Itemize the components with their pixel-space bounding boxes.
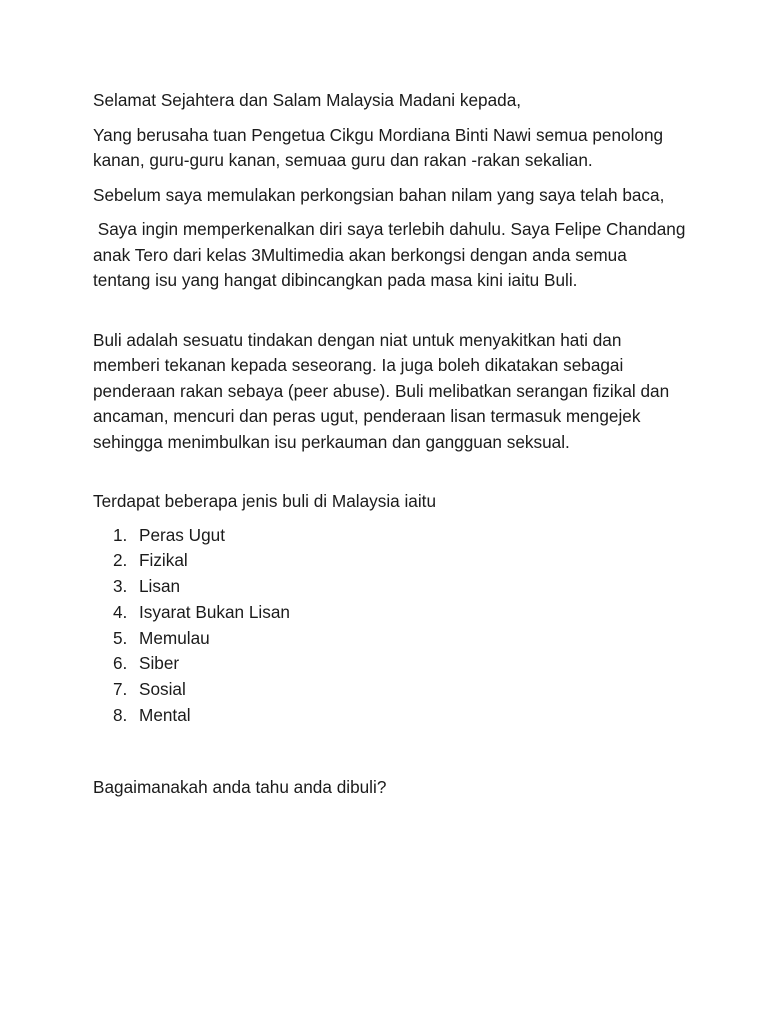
list-number: 3.	[113, 576, 128, 597]
list-item-label: Lisan	[139, 576, 181, 597]
list-item-label: Fizikal	[139, 550, 188, 571]
list-item	[93, 626, 688, 652]
list-item	[93, 574, 688, 600]
list-item	[93, 548, 688, 574]
list-item-label: Memulau	[139, 627, 210, 648]
list-number: 6.	[113, 653, 128, 674]
definition-paragraph: Buli adalah sesuatu tindakan dengan niat untuk menyakitkan hati dan memberi tekanan kepada seseorang. Ia juga boleh dikatakan sebagai penderaan rakan sebaya (peer abuse). Buli melibatkan serangan fizikal dan ancaman, mencuri dan peras ugut, penderaan lisan termasuk mengejek sehingga menimbulkan isu perkauman dan gangguan seksual.	[93, 329, 670, 452]
list-number: 7.	[113, 679, 128, 700]
list-item	[93, 523, 688, 549]
list-item-label: Sosial	[139, 679, 186, 700]
question-paragraph: Bagaimanakah anda tahu anda dibuli?	[93, 776, 387, 797]
address-paragraph: Yang berusaha tuan Pengetua Cikgu Mordiana Binti Nawi semua penolong kanan, guru-guru kanan, semuaa guru dan rakan -rakan sekalian.	[93, 124, 664, 170]
list-item	[93, 600, 688, 626]
list-number: 1.	[113, 524, 128, 545]
list-item-label: Siber	[139, 653, 180, 674]
introduction-paragraph: Saya ingin memperkenalkan diri saya terlebih dahulu. Saya Felipe Chandang anak Tero dari kelas 3Multimedia akan berkongsi dengan anda semua tentang isu yang hangat dibincangkan pada masa kini iaitu Buli.	[93, 219, 691, 290]
before-sharing-paragraph: Sebelum saya memulakan perkongsian bahan nilam yang saya telah baca,	[93, 184, 665, 205]
list-item-label: Peras Ugut	[139, 524, 225, 545]
greeting-paragraph: Selamat Sejahtera dan Salam Malaysia Madani kepada,	[93, 90, 522, 110]
list-number: 5.	[113, 627, 128, 648]
list-item-label: Isyarat Bukan Lisan	[139, 601, 290, 622]
list-item	[93, 651, 688, 677]
list-item-label: Mental	[139, 705, 191, 726]
list-number: 2.	[113, 550, 128, 571]
types-intro-paragraph: Terdapat beberapa jenis buli di Malaysia iaitu	[93, 491, 437, 511]
list-number: 4.	[113, 601, 128, 622]
list-item	[93, 703, 688, 729]
bullying-types-list	[93, 523, 688, 729]
list-number: 8.	[113, 705, 128, 726]
list-item	[93, 677, 688, 703]
